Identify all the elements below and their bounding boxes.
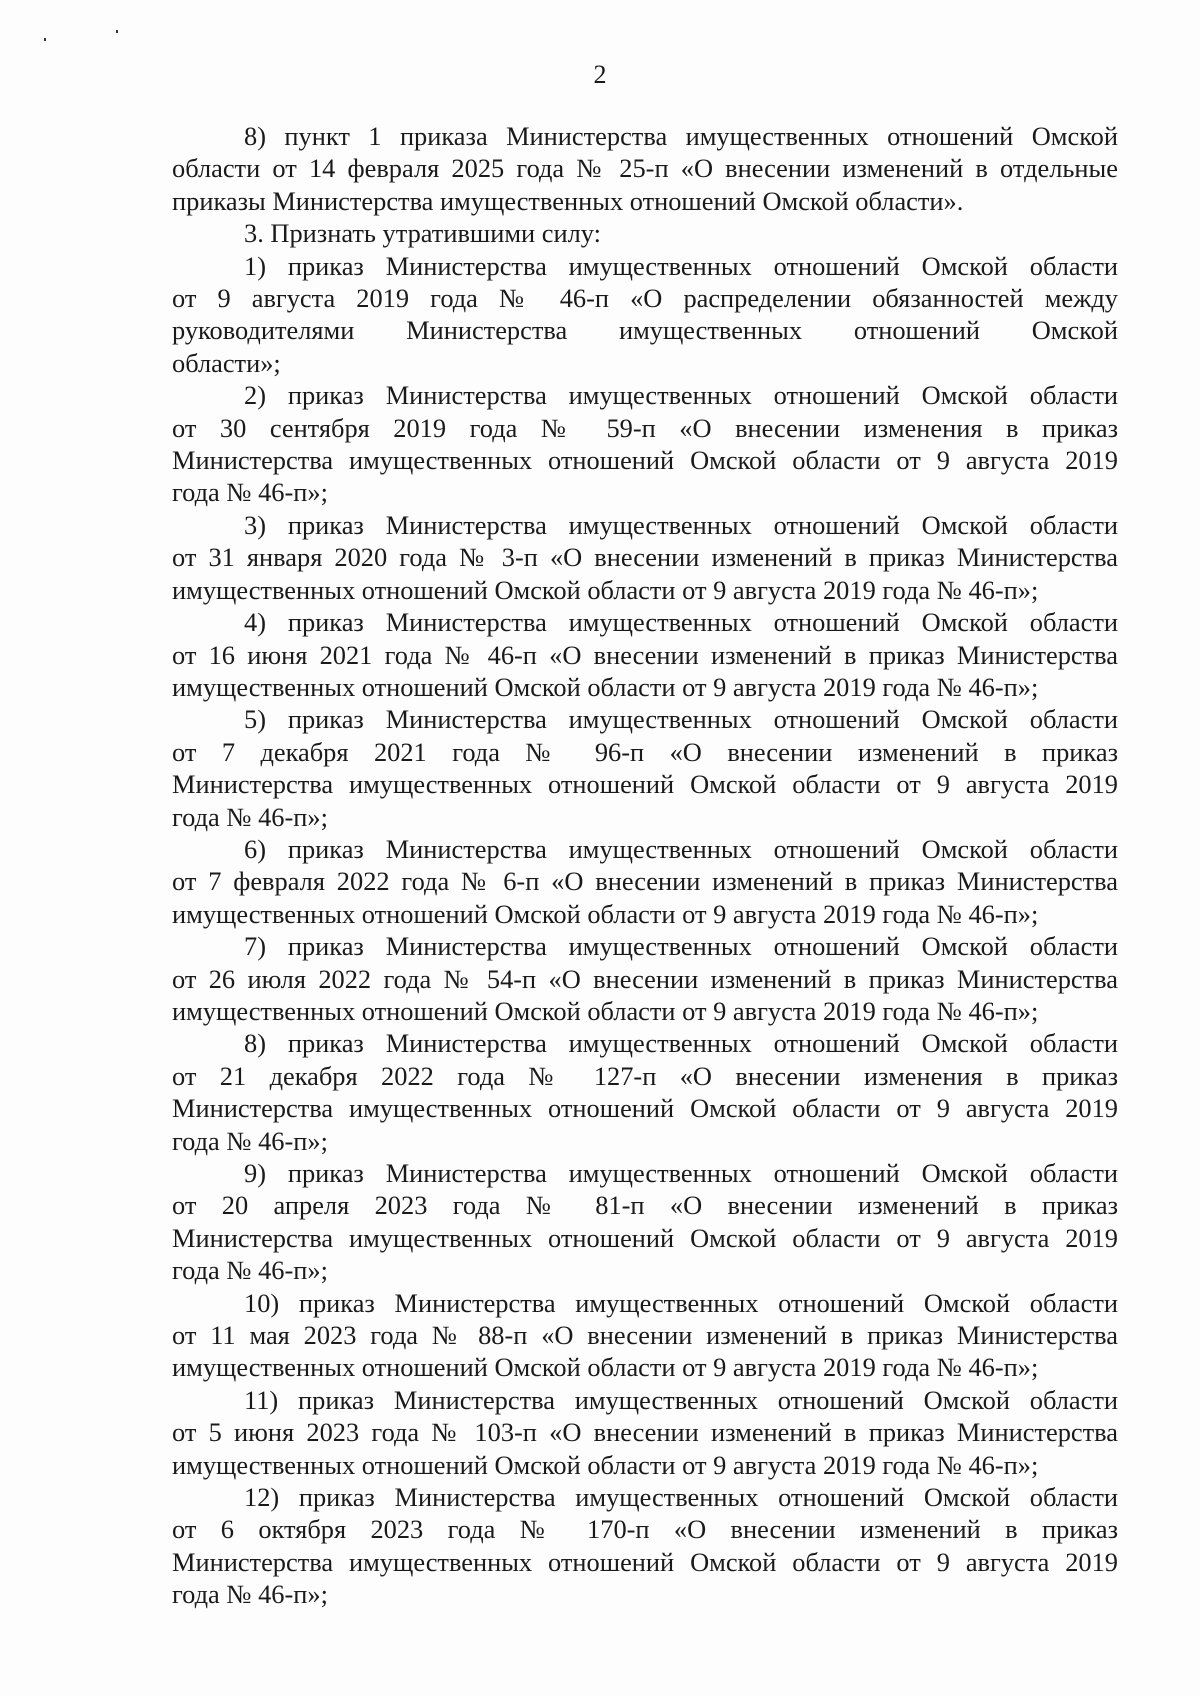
text-line: от 20 апреля 2023 года № 81-п «О внесении изменений в приказ — [172, 1190, 1118, 1221]
paragraph — [172, 606, 1118, 703]
paragraph — [172, 379, 1118, 509]
scan-speck — [116, 30, 118, 33]
text-line: Министерства имущественных отношений Омской области от 9 августа 2019 — [172, 445, 1118, 476]
text-line: 3. Признать утратившими силу: — [244, 218, 601, 249]
paragraph — [172, 1157, 1118, 1287]
text-line: года № 46-п»; — [172, 1255, 328, 1286]
text-line: имущественных отношений Омской области от 9 августа 2019 года № 46-п»; — [172, 995, 1039, 1026]
paragraph — [172, 930, 1118, 1027]
text-line: от 7 февраля 2022 года № 6-п «О внесении изменений в приказ Министерства — [172, 866, 1118, 897]
text-line: имущественных отношений Омской области от 9 августа 2019 года № 46-п»; — [172, 574, 1039, 605]
paragraph — [172, 120, 1118, 217]
paragraph — [172, 833, 1118, 930]
paragraph — [172, 509, 1118, 606]
text-line: области»; — [172, 347, 281, 378]
text-line: от 31 января 2020 года № 3-п «О внесении изменений в приказ Министерства — [172, 542, 1118, 573]
text-line: года № 46-п»; — [172, 1579, 328, 1610]
text-line: от 16 июня 2021 года № 46-п «О внесении изменений в приказ Министерства — [172, 639, 1118, 670]
paragraph — [172, 217, 1118, 249]
paragraph — [172, 1027, 1118, 1157]
text-line: имущественных отношений Омской области от 9 августа 2019 года № 46-п»; — [172, 671, 1039, 702]
text-line: года № 46-п»; — [172, 1125, 328, 1156]
text-line: 5) приказ Министерства имущественных отношений Омской области — [244, 704, 1118, 735]
text-line: от 6 октября 2023 года № 170-п «О внесении изменений в приказ — [172, 1514, 1118, 1545]
text-line: Министерства имущественных отношений Омской области от 9 августа 2019 — [172, 1222, 1118, 1253]
text-line: области от 14 февраля 2025 года № 25-п «О внесении изменений в отдельные — [172, 153, 1118, 184]
text-line: имущественных отношений Омской области от 9 августа 2019 года № 46-п»; — [172, 898, 1039, 929]
text-line: 1) приказ Министерства имущественных отношений Омской области — [244, 250, 1118, 281]
text-line: от 11 мая 2023 года № 88-п «О внесении изменений в приказ Министерства — [172, 1320, 1118, 1351]
text-line: 9) приказ Министерства имущественных отношений Омской области — [244, 1158, 1118, 1188]
text-line: имущественных отношений Омской области от 9 августа 2019 года № 46-п»; — [172, 1352, 1039, 1383]
paragraph — [172, 1481, 1118, 1611]
text-line: от 21 декабря 2022 года № 127-п «О внесении изменения в приказ — [172, 1060, 1118, 1091]
text-line: 8) пункт 1 приказа Министерства имущественных отношений Омской — [244, 121, 1118, 151]
text-line: приказы Министерства имущественных отношений Омской области». — [172, 185, 964, 216]
page-number: 2 — [593, 60, 607, 89]
text-line: 4) приказ Министерства имущественных отношений Омской области — [244, 607, 1118, 638]
text-line: от 7 декабря 2021 года № 96-п «О внесении изменений в приказ — [172, 736, 1118, 767]
text-line: Министерства имущественных отношений Омской области от 9 августа 2019 — [172, 769, 1118, 800]
paragraph — [172, 1384, 1118, 1481]
text-line: 7) приказ Министерства имущественных отношений Омской области — [244, 931, 1118, 962]
text-line: 11) приказ Министерства имущественных отношений Омской области — [244, 1384, 1118, 1415]
paragraph — [172, 703, 1118, 833]
text-line: от 30 сентября 2019 года № 59-п «О внесении изменения в приказ — [172, 412, 1118, 443]
text-line: руководителями Министерства имущественных отношений Омской — [172, 315, 1118, 346]
text-line: 3) приказ Министерства имущественных отношений Омской области — [244, 509, 1118, 540]
text-line: 10) приказ Министерства имущественных отношений Омской области — [244, 1287, 1118, 1318]
text-line: 12) приказ Министерства имущественных отношений Омской области — [244, 1482, 1118, 1513]
text-line: 6) приказ Министерства имущественных отношений Омской области — [244, 833, 1118, 864]
text-line: от 9 августа 2019 года № 46-п «О распределении обязанностей между — [172, 283, 1118, 314]
text-line: года № 46-п»; — [172, 801, 328, 832]
paragraph — [172, 250, 1118, 380]
text-line: года № 46-п»; — [172, 477, 328, 508]
text-line: Министерства имущественных отношений Омской области от 9 августа 2019 — [172, 1093, 1118, 1124]
text-line: от 5 июня 2023 года № 103-п «О внесении изменений в приказ Министерства — [172, 1417, 1118, 1448]
paragraph — [172, 1287, 1118, 1384]
document-body — [172, 120, 1118, 1611]
text-line: имущественных отношений Омской области от 9 августа 2019 года № 46-п»; — [172, 1449, 1039, 1480]
scan-speck — [44, 38, 46, 41]
text-line: Министерства имущественных отношений Омской области от 9 августа 2019 — [172, 1546, 1118, 1577]
text-line: 8) приказ Министерства имущественных отношений Омской области — [244, 1028, 1118, 1059]
text-line: 2) приказ Министерства имущественных отношений Омской области — [244, 380, 1118, 411]
text-line: от 26 июля 2022 года № 54-п «О внесении изменений в приказ Министерства — [172, 963, 1118, 994]
